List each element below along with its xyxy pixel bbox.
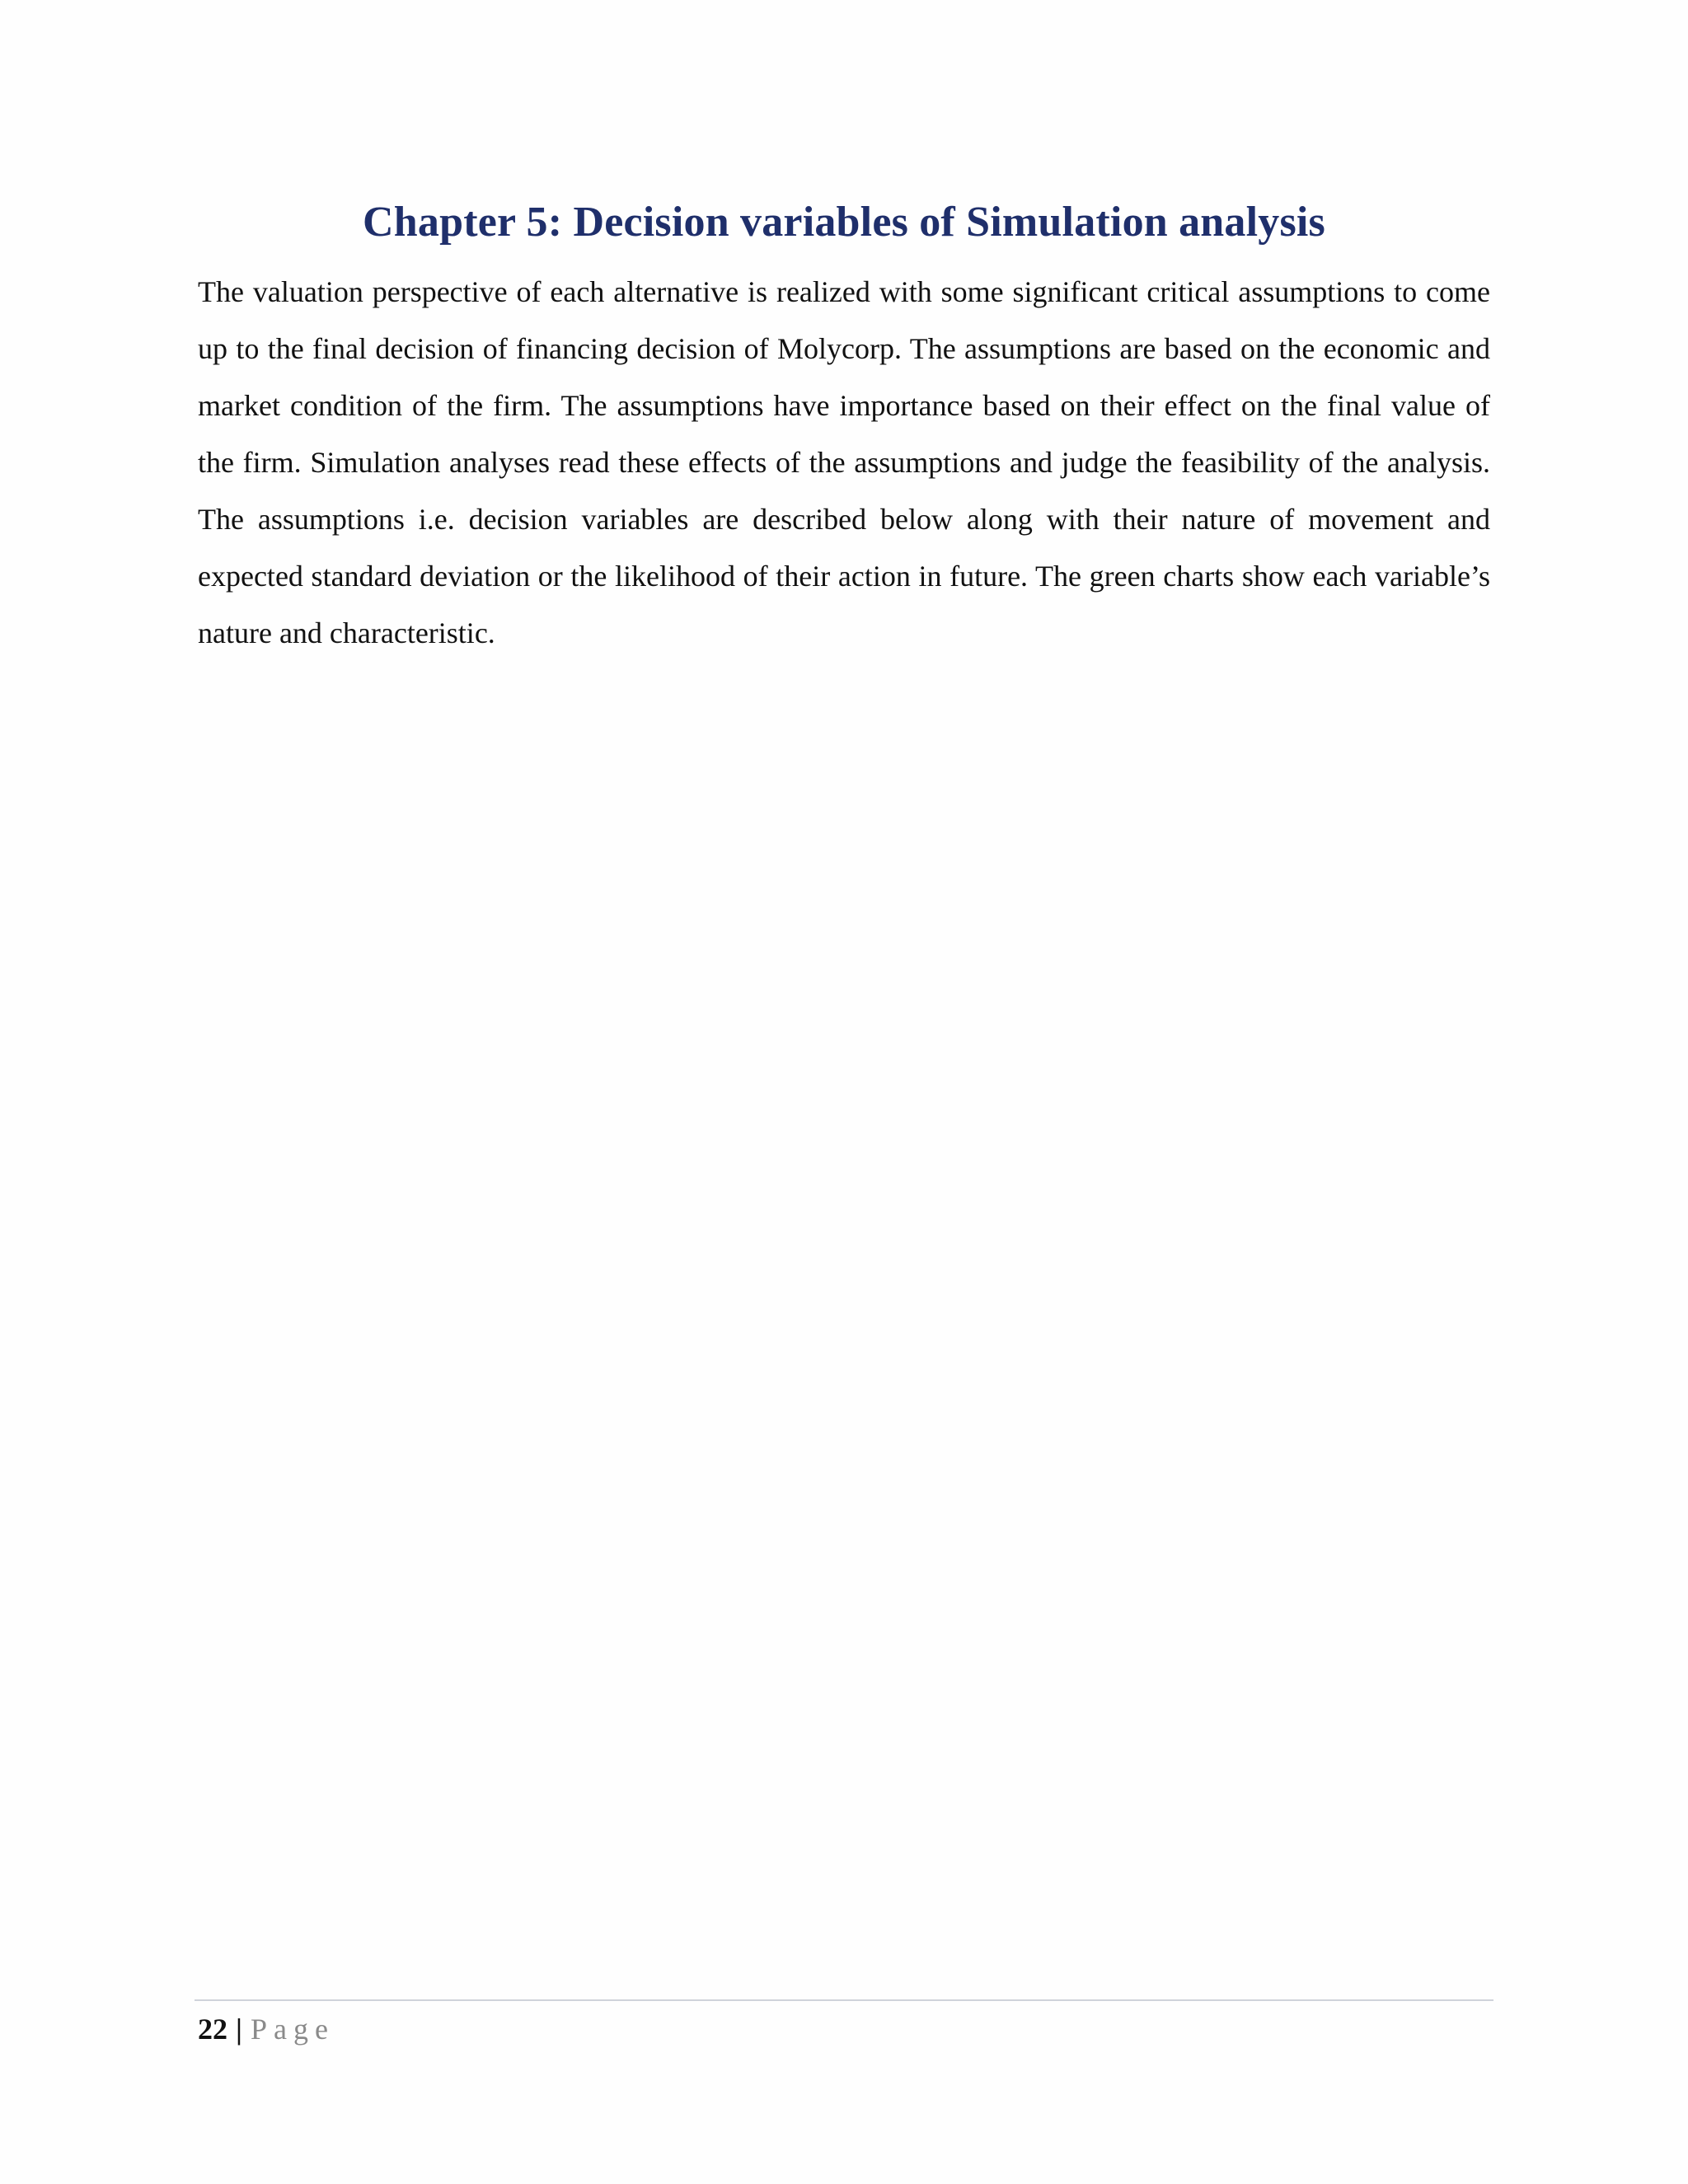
page-number: 22 (198, 2013, 227, 2046)
footer-divider (195, 1999, 1493, 2001)
body-paragraph: The valuation perspective of each alternative is realized with some significant critical assumptions to come up to the final decision of financing decision of Molycorp. The assumptions are based on the economic and market condition of the firm. The assumptions have importance based on their effect on the final value of the firm. Simulation analyses read these effects of the assumptions and judge the feasibility of the analysis. The assumptions i.e. decision variables are described below along with their nature of movement and expected standard deviation or the likelihood of their action in future. The green charts show each variable’s nature and characteristic. (198, 275, 1490, 649)
page-label: Page (250, 2013, 335, 2046)
footer-separator: | (236, 2013, 242, 2046)
chapter-title: Chapter 5: Decision variables of Simulation analysis (363, 199, 1325, 246)
page-footer (198, 2004, 335, 2054)
